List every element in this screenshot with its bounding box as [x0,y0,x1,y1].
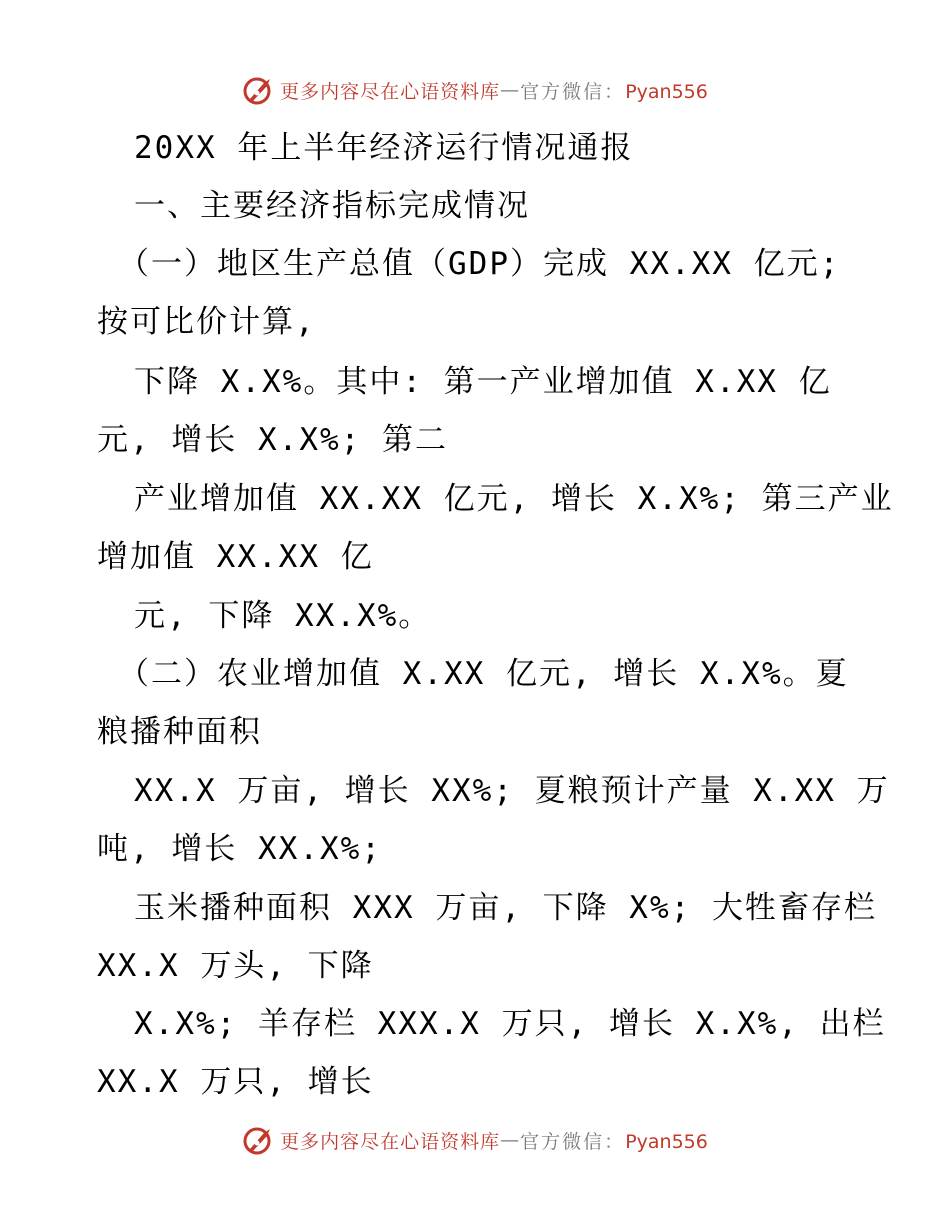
watermark-account: Pyan556 [625,1130,708,1153]
section-heading: 一、主要经济指标完成情况 [134,188,530,224]
text-line: 元, 增长 X.X%; 第二 [97,422,448,458]
text-line: （一）地区生产总值（GDP）完成 XX.XX 亿元; [118,246,841,282]
text-line: 按可比价计算, [97,304,316,340]
watermark-banner-bottom [0,1120,950,1160]
text-line: 吨, 增长 XX.X%; [97,831,382,867]
text-line: 玉米播种面积 XXX 万亩, 下降 X%; 大牲畜存栏 [134,890,877,926]
watermark-account: Pyan556 [625,80,708,103]
watermark-site-text: 更多内容尽在心语资料库 [280,1130,501,1153]
watermark-site-text: 更多内容尽在心语资料库 [280,80,501,103]
watermark-separator: — [500,79,521,101]
text-line: （二）农业增加值 X.XX 亿元, 增长 X.X%。夏 [118,656,849,692]
text-line: XX.X 万头, 下降 [97,948,374,984]
text-line: 增加值 XX.XX 亿 [97,539,374,575]
text-line: 下降 X.X%。其中: 第一产业增加值 X.XX 亿 [134,364,832,400]
watermark-label: 官方微信： [520,80,626,103]
text-line: XX.X 万亩, 增长 XX%; 夏粮预计产量 X.XX 万 [134,773,890,809]
text-line: X.X%; 羊存栏 XXX.X 万只, 增长 X.X%, 出栏 [134,1006,886,1042]
watermark-label: 官方微信： [520,1130,626,1153]
text-line: 元, 下降 XX.X%。 [134,598,432,634]
document-title: 20XX 年上半年经济运行情况通报 [134,130,634,166]
text-line: 产业增加值 XX.XX 亿元, 增长 X.X%; 第三产业 [134,481,894,517]
pen-nib-logo-icon [242,1123,276,1157]
text-line: 粮播种面积 [97,714,262,750]
text-line: XX.X 万只, 增长 [97,1064,374,1100]
watermark-separator: — [500,1129,521,1151]
